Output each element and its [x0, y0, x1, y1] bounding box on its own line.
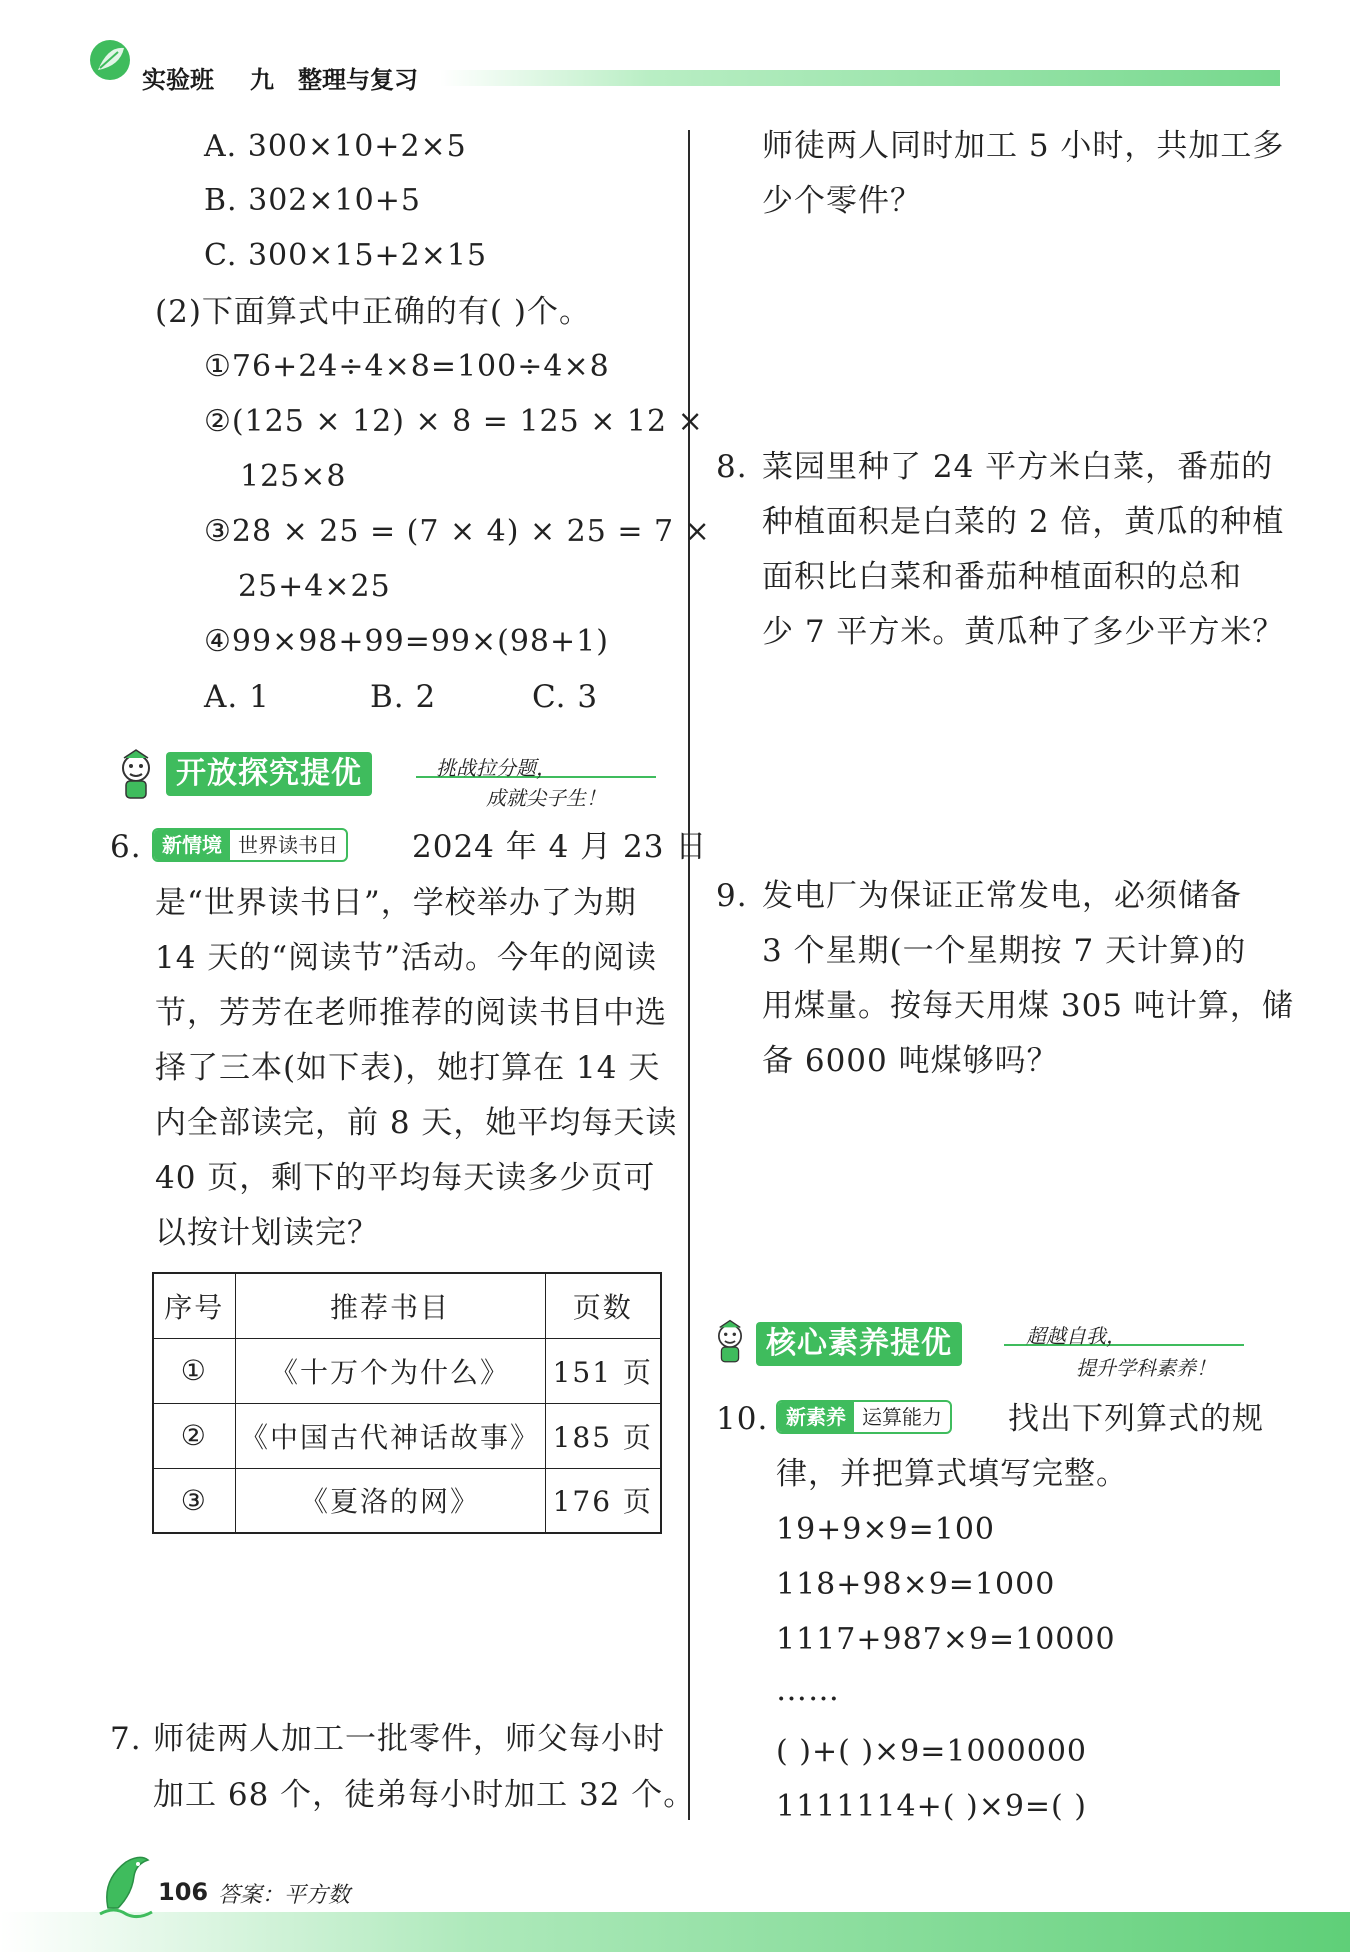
q10-formula-2: 118+98×9=1000 — [776, 1567, 1056, 1602]
q5-item-2-cont: 125×8 — [240, 459, 347, 494]
table-cell: 151 页 — [545, 1338, 661, 1403]
q5-part2-stem: (2)下面算式中正确的有( )个。 — [155, 294, 591, 330]
table-row — [153, 1338, 661, 1403]
table-cell: 176 页 — [545, 1468, 661, 1533]
table-cell: ③ — [153, 1468, 235, 1533]
table-cell: ① — [153, 1338, 235, 1403]
q5-choice-a: A. 1 — [204, 679, 270, 715]
footer-answer: 答案：平方数 — [218, 1883, 351, 1908]
footer-band — [0, 1912, 1350, 1952]
banner-core-title: 核心素养提优 — [756, 1322, 962, 1366]
header-series: 实验班 — [142, 66, 214, 94]
q6-line-6: 40 页，剩下的平均每天读多少页可 — [155, 1160, 656, 1196]
q5-option-c: C. 300×15+2×15 — [204, 238, 488, 273]
table-cell: 《夏洛的网》 — [235, 1468, 545, 1533]
banner-core-note-1: 超越自我， — [1026, 1324, 1126, 1348]
q6-tag-topic: 世界读书日 — [238, 833, 338, 857]
q5-choice-c: C. 3 — [532, 679, 599, 715]
table-row — [153, 1403, 661, 1468]
q10-formula-1: 19+9×9=100 — [776, 1512, 996, 1547]
q8-number: 8. — [716, 449, 748, 485]
q5-option-a: A. 300×10+2×5 — [204, 129, 467, 164]
q9-line-1: 发电厂为保证正常发电，必须储备 — [762, 878, 1242, 914]
mascot-icon — [706, 1316, 754, 1368]
q8-line-2: 种植面积是白菜的 2 倍，黄瓜的种植 — [762, 504, 1285, 540]
table-cell: ② — [153, 1403, 235, 1468]
q5-option-b: B. 302×10+5 — [204, 183, 421, 218]
table-cell: 《中国古代神话故事》 — [235, 1403, 545, 1468]
header-unit-title: 整理与复习 — [298, 66, 418, 94]
q7-line-1: 师徒两人加工一批零件，师父每小时 — [153, 1721, 665, 1757]
banner-open-note-2: 成就尖子生！ — [486, 786, 606, 810]
header-band — [440, 70, 1280, 86]
q6-line-5: 内全部读完，前 8 天，她平均每天读 — [155, 1105, 678, 1141]
q7-cont-line-2: 少个零件？ — [762, 183, 922, 219]
q5-choice-b: B. 2 — [370, 679, 437, 715]
q6-tag — [152, 828, 348, 862]
q6-line-4: 择了三本(如下表)，她打算在 14 天 — [155, 1050, 661, 1086]
q10-tag-label: 新素养 — [778, 1402, 854, 1432]
q10-formula-3: 1117+987×9=10000 — [776, 1622, 1116, 1657]
q6-line-1: 是“世界读书日”，学校举办了为期 — [155, 885, 637, 921]
mascot-icon — [108, 748, 164, 802]
leaf-logo-icon — [88, 38, 132, 82]
header-unit-number: 九 — [250, 66, 274, 94]
q5-item-1: ①76+24÷4×8=100÷4×8 — [204, 349, 610, 384]
q8-line-3: 面积比白菜和番茄种植面积的总和 — [762, 559, 1242, 595]
q10-blank-row-2: 1111114+( )×9=( ) — [776, 1789, 1087, 1824]
q9-line-2: 3 个星期(一个星期按 7 天计算)的 — [762, 933, 1247, 969]
banner-open-note-1: 挑战拉分题， — [436, 756, 556, 780]
q6-number: 6. — [110, 829, 142, 865]
q8-line-1: 菜园里种了 24 平方米白菜，番茄的 — [762, 449, 1274, 485]
q10-number: 10. — [716, 1401, 769, 1437]
column-divider — [688, 130, 690, 1820]
dolphin-icon — [96, 1850, 156, 1920]
page-number: 106 — [158, 1878, 209, 1906]
q9-line-3: 用煤量。按每天用煤 305 吨计算，储 — [762, 988, 1294, 1024]
q7-cont-line-1: 师徒两人同时加工 5 小时，共加工多 — [762, 128, 1285, 164]
book-table — [152, 1272, 662, 1534]
q10-blank-row-1: ( )+( )×9=1000000 — [776, 1734, 1087, 1769]
q7-line-2: 加工 68 个，徒弟每小时加工 32 个。 — [153, 1777, 696, 1813]
table-header-cell: 序号 — [153, 1273, 235, 1338]
q5-item-2: ②(125 × 12) × 8 = 125 × 12 × — [204, 404, 704, 439]
banner-core-note-2: 提升学科素养！ — [1076, 1356, 1216, 1380]
q9-number: 9. — [716, 878, 748, 914]
q10-first-line: 找出下列算式的规 — [1008, 1401, 1264, 1437]
table-cell: 185 页 — [545, 1403, 661, 1468]
table-cell: 《十万个为什么》 — [235, 1338, 545, 1403]
banner-open-title: 开放探究提优 — [166, 752, 372, 796]
q6-line-3: 节，芳芳在老师推荐的阅读书目中选 — [155, 995, 667, 1031]
table-header-cell: 推荐书目 — [235, 1273, 545, 1338]
table-header-row — [153, 1273, 661, 1338]
q10-ellipsis: …… — [776, 1672, 840, 1708]
q10-tag — [776, 1400, 952, 1434]
table-row — [153, 1468, 661, 1533]
q6-first-line: 2024 年 4 月 23 日 — [412, 829, 708, 865]
q9-line-4: 备 6000 吨煤够吗？ — [762, 1043, 1059, 1079]
q5-item-3: ③28 × 25 = (7 × 4) × 25 = 7 × — [204, 514, 711, 549]
q7-number: 7. — [110, 1721, 142, 1757]
q10-second-line: 律，并把算式填写完整。 — [776, 1456, 1128, 1492]
q6-tag-label: 新情境 — [154, 830, 230, 860]
q8-line-4: 少 7 平方米。黄瓜种了多少平方米？ — [762, 614, 1285, 650]
q6-line-2: 14 天的“阅读节”活动。今年的阅读 — [155, 940, 657, 976]
q10-tag-topic: 运算能力 — [862, 1405, 942, 1429]
q6-line-7: 以按计划读完？ — [155, 1215, 379, 1251]
table-header-cell: 页数 — [545, 1273, 661, 1338]
q5-item-4: ④99×98+99=99×(98+1) — [204, 624, 609, 659]
q5-item-3-cont: 25+4×25 — [238, 569, 391, 604]
